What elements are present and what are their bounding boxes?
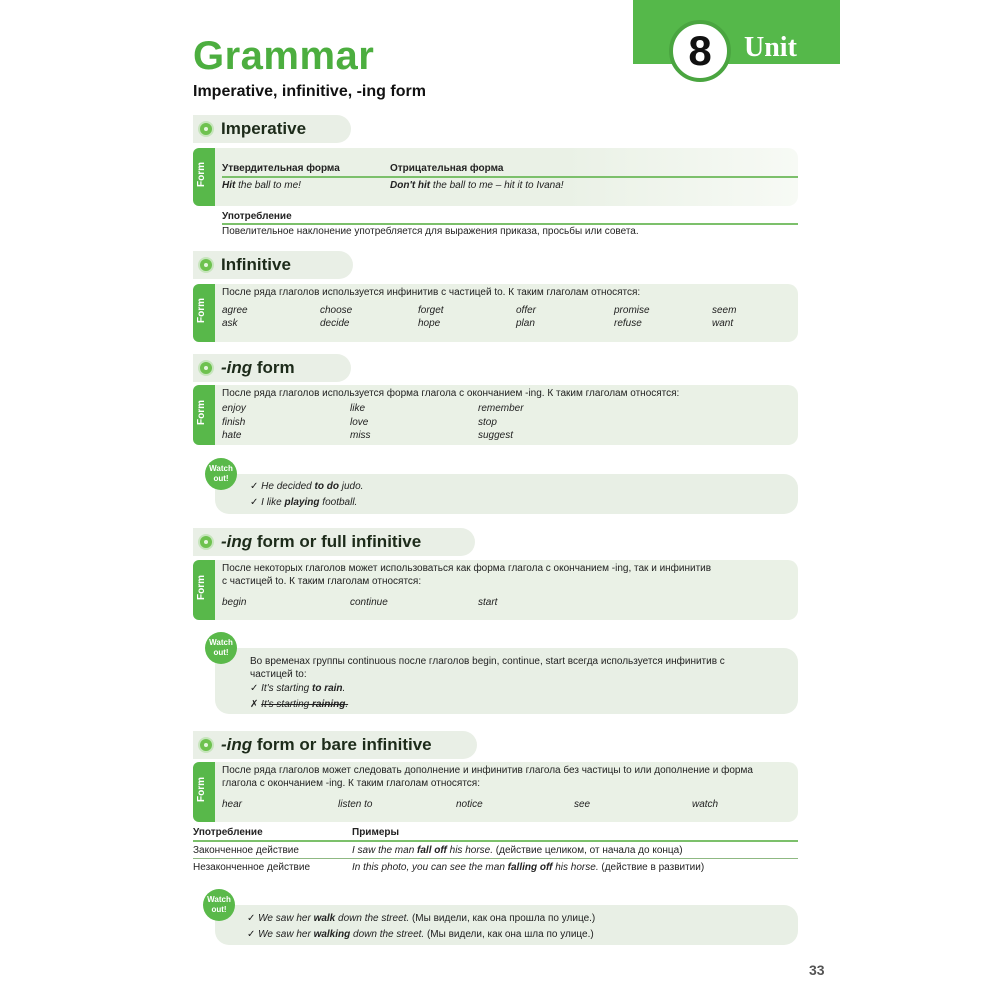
verb: like — [350, 403, 366, 414]
verb: love — [350, 417, 369, 428]
watch-out-badge: Watch out! — [203, 889, 235, 921]
unit-label: Unit — [744, 32, 797, 63]
verb: seem — [712, 305, 737, 316]
form-tab — [193, 560, 215, 620]
bullet-icon — [198, 257, 214, 273]
section-title-ing-form: -ing form — [221, 358, 295, 377]
section-title-ing-full: -ing form or full infinitive — [221, 532, 422, 551]
positive-example: Hit the ball to me! — [222, 180, 301, 191]
verb: begin — [222, 597, 247, 608]
ing-bare-intro: глагола с окончанием -ing. К таким глаголам относятся: — [222, 778, 480, 789]
divider — [193, 840, 798, 842]
form-tab — [193, 148, 215, 206]
table-cell-usage: Законченное действие — [193, 845, 299, 856]
verb: hear — [222, 799, 243, 810]
verb: stop — [478, 417, 497, 428]
watch-out-text: частицей to: — [250, 669, 307, 680]
watch-out-badge: Watch out! — [205, 458, 237, 490]
verb: offer — [516, 305, 537, 316]
verb: miss — [350, 430, 371, 441]
verb: suggest — [478, 430, 514, 441]
verb: ask — [222, 318, 238, 329]
verb: promise — [614, 305, 650, 316]
verb: refuse — [614, 318, 642, 329]
watch-out-example: ✓ It's starting to rain. — [250, 683, 346, 694]
verb: hope — [418, 318, 441, 329]
unit-number: 8 — [688, 27, 712, 74]
table-header-examples: Примеры — [352, 827, 400, 838]
form-tab — [193, 385, 215, 445]
section-title-ing-bare: -ing form or bare infinitive — [221, 735, 432, 754]
table-cell-example: I saw the man fall off his horse. (действие целиком, от начала до конца) — [352, 845, 683, 856]
page-title: Grammar — [193, 34, 375, 78]
form-tab-label: Form — [196, 400, 207, 425]
negative-example: Don't hit the ball to me – hit it to Ivana! — [390, 180, 564, 191]
page-number: 33 — [809, 962, 825, 978]
verb: want — [712, 318, 734, 329]
ing-intro: После ряда глаголов используется форма глагола с окончанием -ing. К таким глаголам относятся: — [222, 388, 680, 399]
bullet-icon — [198, 121, 214, 137]
form-tab — [193, 284, 215, 342]
unit-banner — [633, 0, 840, 64]
verb: watch — [692, 799, 719, 810]
page-subtitle: Imperative, infinitive, -ing form — [193, 83, 426, 100]
divider — [222, 176, 798, 178]
usage-text: Повелительное наклонение употребляется для выражения приказа, просьбы или совета. — [222, 226, 639, 237]
verb: finish — [222, 417, 246, 428]
verb: continue — [350, 597, 388, 608]
bullet-icon — [198, 534, 214, 550]
divider — [193, 858, 798, 859]
verb: enjoy — [222, 403, 246, 414]
watch-out-example: ✓ We saw her walk down the street. (Мы видели, как она прошла по улице.) — [247, 913, 596, 924]
watch-out-example: ✓ We saw her walking down the street. (Мы видели, как она шла по улице.) — [247, 929, 594, 940]
verb: start — [478, 597, 498, 608]
watch-out-example: ✓ He decided to do judo. — [250, 481, 364, 492]
verb: hate — [222, 430, 242, 441]
divider — [222, 223, 798, 225]
table-cell-usage: Незаконченное действие — [193, 862, 311, 873]
form-tab-label: Form — [196, 298, 207, 323]
ing-full-intro: После некоторых глаголов может использоваться как форма глагола с окончанием -ing, так и инфинитив — [222, 563, 712, 574]
watch-out-example: ✓ I like playing football. — [250, 497, 358, 508]
form-tab-label: Form — [196, 162, 207, 187]
verb: remember — [478, 403, 524, 414]
watch-out-box — [215, 474, 798, 514]
negative-form-header: Отрицательная форма — [390, 163, 504, 174]
infinitive-intro: После ряда глаголов используется инфинитив с частицей to. К таким глаголам относятся: — [222, 287, 641, 298]
usage-header: Употребление — [222, 211, 292, 222]
verb: forget — [418, 305, 444, 316]
table-header-usage: Употребление — [193, 827, 263, 838]
unit-number-badge — [669, 20, 731, 82]
section-title-imperative: Imperative — [221, 119, 307, 138]
ing-full-intro: с частицей to. К таким глаголам относятся: — [222, 576, 422, 587]
verb: decide — [320, 318, 350, 329]
form-tab-label: Form — [196, 777, 207, 802]
section-title-infinitive: Infinitive — [221, 255, 291, 274]
form-tab-label: Form — [196, 575, 207, 600]
bullet-icon — [198, 360, 214, 376]
watch-out-badge: Watch out! — [205, 632, 237, 664]
watch-out-incorrect: ✗ It's starting raining. — [250, 699, 349, 710]
verb: listen to — [338, 799, 373, 810]
form-tab — [193, 762, 215, 822]
ing-bare-intro: После ряда глаголов может следовать дополнение и инфинитив глагола без частицы to или дополнение и форма — [222, 765, 753, 776]
watch-out-text: Во временах группы continuous после глаголов begin, continue, start всегда используется инфинитив с — [250, 656, 725, 667]
table-cell-example: In this photo, you can see the man falling off his horse. (действие в развитии) — [352, 862, 705, 873]
verb: notice — [456, 799, 483, 810]
verb: plan — [516, 318, 535, 329]
bullet-icon — [198, 737, 214, 753]
verb: choose — [320, 305, 353, 316]
positive-form-header: Утвердительная форма — [222, 163, 340, 174]
verb: see — [574, 799, 591, 810]
verb: agree — [222, 305, 248, 316]
